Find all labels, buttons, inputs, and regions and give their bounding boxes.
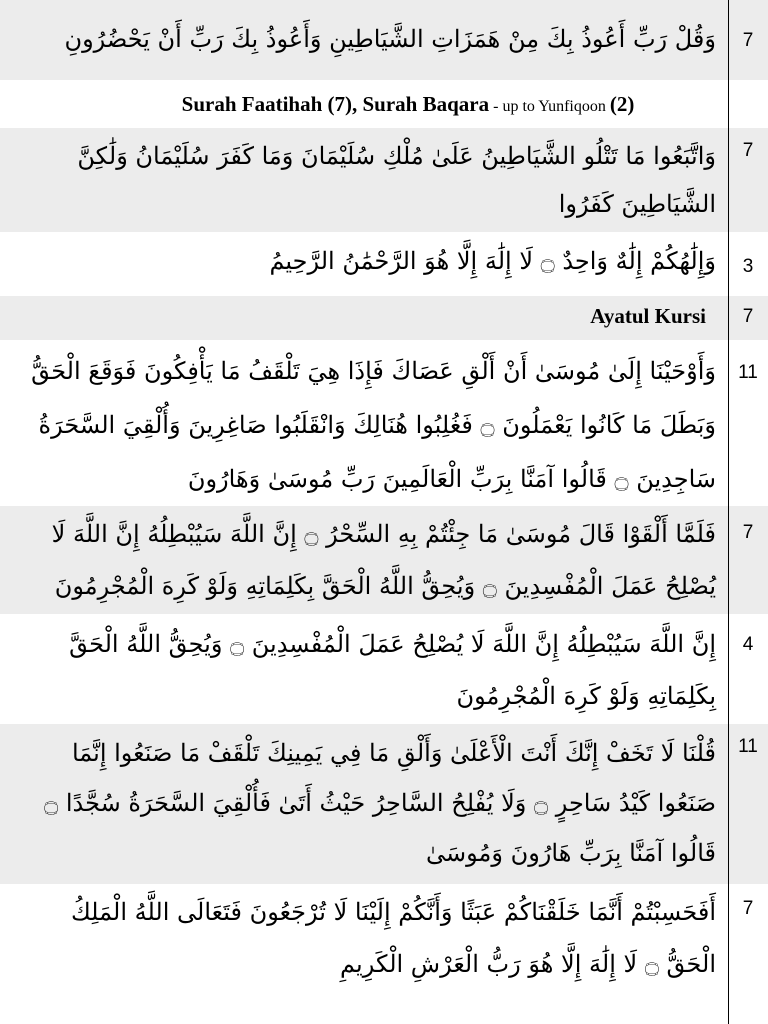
arabic-verse: فَلَمَّا أَلْقَوْا قَالَ مُوسَىٰ مَا جِئْتُمْ بِهِ السِّحْرُ ۝ إِنَّ اللَّهَ سَيُبْطِلُهُ إِنَّ اللَّهَ لَا يُصْلِحُ عَمَلَ الْمُفْسِدِينَ ۝ وَيُحِقُّ اللَّهُ الْحَقَّ بِكَلِمَاتِهِ وَلَوْ كَرِهَ الْمُجْرِمُونَ	[51, 520, 716, 600]
repeat-count: 11	[738, 362, 758, 383]
repeat-count: 7	[742, 898, 754, 919]
repeat-count: 7	[742, 306, 754, 327]
table-row	[0, 232, 768, 296]
table-row	[0, 506, 768, 614]
repeat-count: 4	[742, 634, 754, 655]
table-row	[0, 128, 768, 232]
surah-heading-count: (2)	[609, 92, 635, 116]
arabic-verse: قُلْنَا لَا تَخَفْ إِنَّكَ أَنْتَ الْأَعْلَىٰ وَأَلْقِ مَا فِي يَمِينِكَ تَلْقَفْ مَا صَنَعُوا إِنَّمَا صَنَعُوا كَيْدُ سَاحِرٍ ۝ وَلَا يُفْلِحُ السَّاحِرُ حَيْثُ أَتَىٰ فَأُلْقِيَ السَّحَرَةُ سُجَّدًا ۝ قَالُوا آمَنَّا بِرَبِّ هَارُونَ وَمُوسَىٰ	[44, 739, 716, 867]
surah-heading	[0, 80, 768, 128]
table-row	[0, 0, 768, 80]
table-row	[0, 340, 768, 506]
section-label: Ayatul Kursi	[590, 304, 706, 328]
repeat-count: 7	[742, 30, 754, 51]
arabic-verse: وَإِلَٰهُكُمْ إِلَٰهٌ وَاحِدٌ ۝ لَا إِلَٰهَ إِلَّا هُوَ الرَّحْمَٰنُ الرَّحِيمُ	[269, 247, 716, 275]
table-row	[0, 614, 768, 724]
surah-heading-note: - up to Yunfiqoon	[489, 98, 610, 115]
surah-heading-main: Surah Faatihah (7), Surah Baqara	[181, 92, 490, 116]
repeat-count: 7	[742, 140, 754, 161]
table-row	[0, 296, 768, 340]
table-row	[0, 724, 768, 884]
repeat-count: 11	[738, 736, 758, 757]
column-divider	[728, 0, 729, 1024]
arabic-verse: أَفَحَسِبْتُمْ أَنَّمَا خَلَقْنَاكُمْ عَبَثًا وَأَنَّكُمْ إِلَيْنَا لَا تُرْجَعُونَ فَتَعَالَى اللَّهُ الْمَلِكُ الْحَقُّ ۝ لَا إِلَٰهَ إِلَّا هُوَ رَبُّ الْعَرْشِ الْكَرِيمِ	[70, 898, 716, 978]
arabic-verse: وَاتَّبَعُوا مَا تَتْلُو الشَّيَاطِينُ عَلَىٰ مُلْكِ سُلَيْمَانَ وَمَا كَفَرَ سُلَيْمَانُ وَلَٰكِنَّ الشَّيَاطِينَ كَفَرُوا	[77, 142, 716, 218]
table-row-heading	[0, 80, 768, 128]
arabic-verse: إِنَّ اللَّهَ سَيُبْطِلُهُ إِنَّ اللَّهَ لَا يُصْلِحُ عَمَلَ الْمُفْسِدِينَ ۝ وَيُحِقُّ اللَّهُ الْحَقَّ بِكَلِمَاتِهِ وَلَوْ كَرِهَ الْمُجْرِمُونَ	[69, 630, 716, 710]
arabic-verse: وَأَوْحَيْنَا إِلَىٰ مُوسَىٰ أَنْ أَلْقِ عَصَاكَ فَإِذَا هِيَ تَلْقَفُ مَا يَأْفِكُونَ فَوَقَعَ الْحَقُّ وَبَطَلَ مَا كَانُوا يَعْمَلُونَ ۝ فَغُلِبُوا هُنَالِكَ وَانْقَلَبُوا صَاغِرِينَ وَأُلْقِيَ السَّحَرَةُ سَاجِدِينَ ۝ قَالُوا آمَنَّا بِرَبِّ الْعَالَمِينَ رَبِّ مُوسَىٰ وَهَارُونَ	[31, 357, 716, 493]
table-row	[0, 884, 768, 994]
arabic-verse: وَقُلْ رَبِّ أَعُوذُ بِكَ مِنْ هَمَزَاتِ الشَّيَاطِينِ وَأَعُوذُ بِكَ رَبِّ أَنْ يَحْضُرُونِ	[64, 25, 716, 53]
repeat-count: 7	[742, 522, 754, 543]
repeat-count: 3	[742, 256, 754, 277]
